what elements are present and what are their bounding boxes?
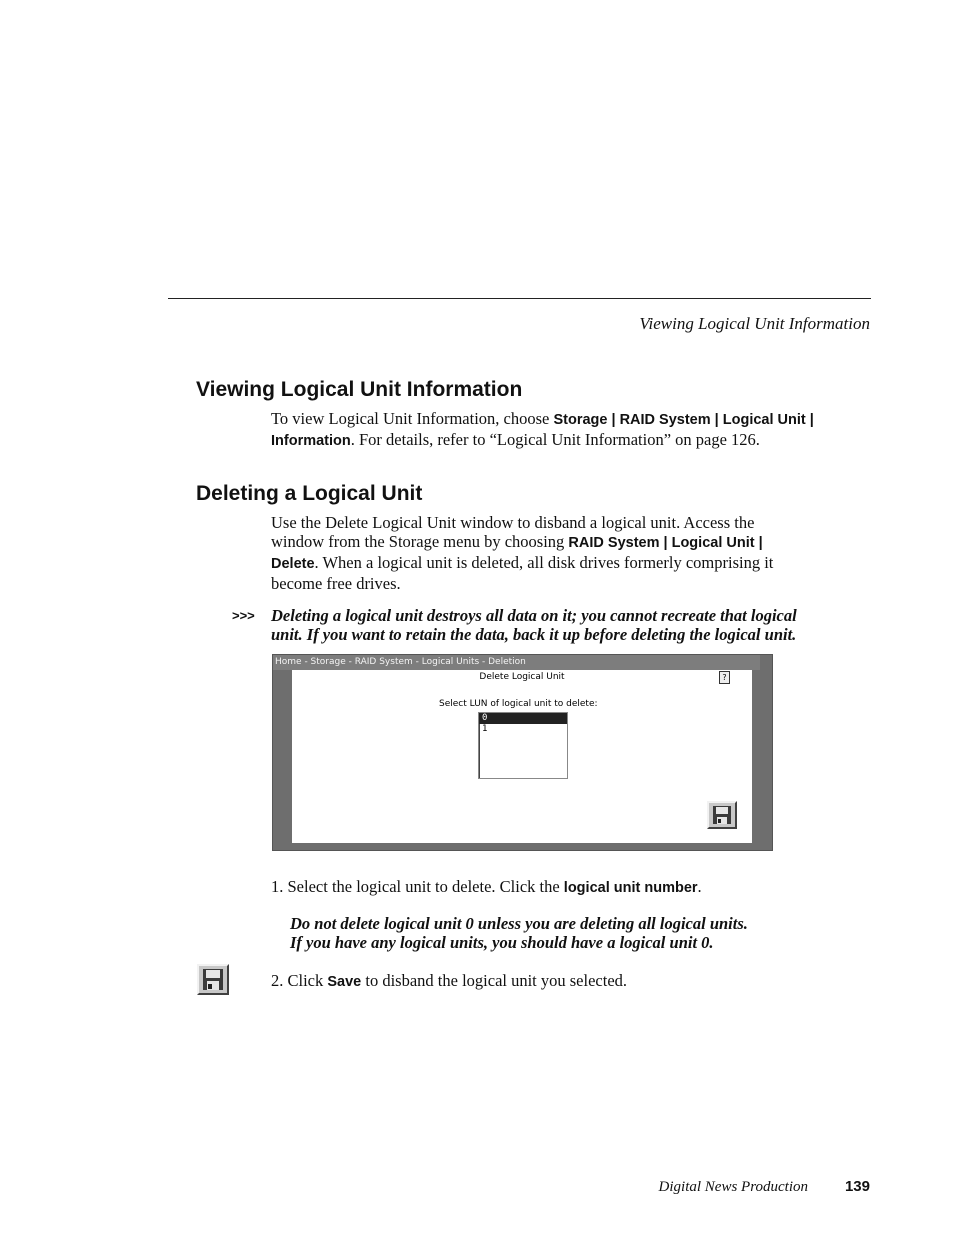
step-text: . <box>697 877 702 896</box>
section-heading-deleting: Deleting a Logical Unit <box>196 482 423 505</box>
lun-listbox[interactable] <box>478 712 568 779</box>
delete-logical-unit-screenshot <box>272 654 773 851</box>
note-line: If you have any logical units, you should have a logical unit 0. <box>290 933 714 952</box>
save-button-margin-icon <box>197 964 229 995</box>
ui-term: Save <box>327 974 362 990</box>
menu-path: Storage | RAID System | Logical Unit | Information <box>271 412 814 449</box>
paragraph-text: To view Logical Unit Information, choose <box>271 409 554 428</box>
lun-option[interactable]: 0 <box>479 713 567 724</box>
logical-unit-0-note <box>290 914 748 952</box>
select-lun-label: Select LUN of logical unit to delete: <box>439 699 598 709</box>
paragraph-text: . For details, refer to “Logical Unit Information” on page 126. <box>350 430 760 449</box>
save-button[interactable] <box>707 801 737 829</box>
section-viewing-paragraph <box>271 409 816 451</box>
footer-book-title: Digital News Production <box>658 1179 808 1195</box>
paragraph-text: . When a logical unit is deleted, all disk drives formerly comprising it become free drives. <box>271 553 774 593</box>
lun-option[interactable]: 1 <box>482 724 488 734</box>
step-1 <box>271 877 702 897</box>
warning-text: Deleting a logical unit destroys all data on it; you cannot recreate that logical unit. If you want to retain the data, back it up before deleting the logical unit. <box>271 606 797 644</box>
floppy-disk-icon <box>199 966 227 993</box>
menu-path: RAID System | Logical Unit | Delete <box>271 535 763 572</box>
ui-term: logical unit number <box>563 880 698 896</box>
page-number: 139 <box>844 1178 870 1195</box>
paragraph-text: Use the Delete Logical Unit window to disband a logical unit. Access the window from the Storage menu by choosing <box>271 513 755 551</box>
floppy-disk-icon <box>709 803 735 827</box>
note-line: Do not delete logical unit 0 unless you are deleting all logical units. <box>290 914 748 933</box>
section-deleting-paragraph <box>271 513 801 593</box>
breadcrumb[interactable]: Home - Storage - RAID System - Logical Units - Deletion <box>275 657 526 667</box>
help-icon[interactable]: ? <box>719 671 730 684</box>
header-rule <box>168 298 871 299</box>
step-text: 1. Select the logical unit to delete. Click the <box>271 877 564 896</box>
section-heading-viewing: Viewing Logical Unit Information <box>196 378 523 401</box>
step-text: to disband the logical unit you selected. <box>361 971 628 990</box>
window-title: Delete Logical Unit <box>479 672 565 682</box>
running-head: Viewing Logical Unit Information <box>639 314 870 333</box>
dialog-panel <box>292 670 752 843</box>
step-text: 2. Click <box>271 971 328 990</box>
warning-marker: >>> <box>232 608 255 623</box>
step-2 <box>271 971 627 991</box>
breadcrumb-bar <box>273 655 760 670</box>
